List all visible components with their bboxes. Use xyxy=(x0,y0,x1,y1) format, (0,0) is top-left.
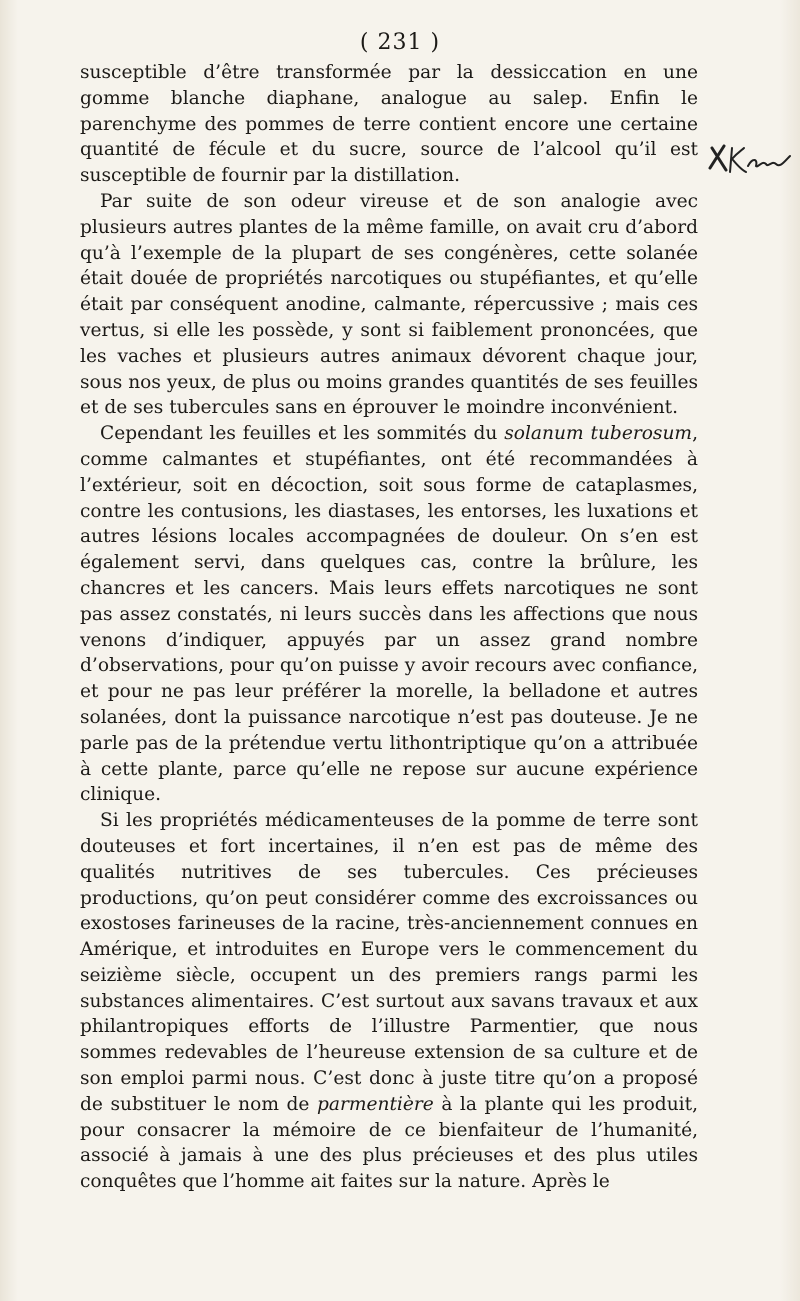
paragraph xyxy=(80,189,698,421)
body-text xyxy=(80,60,698,1195)
handwritten-scribble-icon xyxy=(706,138,796,178)
page-number: ( 231 ) xyxy=(359,30,441,55)
text-run: susceptible d’être transformée par la dessiccation en une gomme blanche diaphane, analogue au salep. Enfin le parenchyme des pommes de terre contient encore une certaine quantité de fécule et du sucre, source de l’alcool qu’il est susceptible de fournir par la distillation. xyxy=(80,62,698,187)
paragraph xyxy=(80,60,698,189)
text-run: Si les propriétés médicamenteuses de la pomme de terre sont douteuses et fort incertaines, il n’en est pas de même des qualités nutritives de ses tubercules. Ces précieuses productions, qu’on peut considérer comme des excroissances ou exostoses farineuses de la racine, très-anciennement connues en Amérique, et introduites en Europe vers le commencement du seizième siècle, occupent un des premiers rangs parmi les substances alimentaires. C’est surtout aux savans travaux et aux philantropiques efforts de l’illustre Parmentier, que nous sommes redevables de l’heureuse extension de sa culture et de son emploi parmi nous. C’est donc à juste titre qu’on a proposé de substituer le nom de xyxy=(80,810,698,1115)
paragraph xyxy=(80,421,698,808)
text-run: à la plante qui les produit, pour consacrer la mémoire de ce bienfaiteur de l’humanité, associé à jamais à une des plus précieuses et des plus utiles conquêtes que l’homme ait faites sur la nature. Après le xyxy=(80,1093,698,1193)
italic-term: parmentière xyxy=(316,1093,434,1115)
paragraph xyxy=(80,808,698,1195)
italic-term: solanum tuberosum xyxy=(504,423,693,445)
handwritten-margin-note xyxy=(706,138,796,178)
text-run: , comme calmantes et stupéfiantes, ont été recommandées à l’extérieur, soit en décoction, soit sous forme de cataplasmes, contre les contusions, les diastases, les entorses, les luxations et autres lésions locales accompagnées de douleur. On s’en est également servi, dans quelques cas, contre la brûlure, les chancres et les cancers. Mais leurs effets narcotiques ne sont pas assez constatés, ni leurs succès dans les affections que nous venons d’indiquer, appuyés par un assez grand nombre d’observations, pour qu’on puisse y avoir recours avec confiance, et pour ne pas leur préférer la morelle, la belladone et autres solanées, dont la puissance narcotique n’est pas douteuse. Je ne parle pas de la prétendue vertu lithontriptique qu’on a attribuée à cette plante, parce qu’elle ne repose sur aucune expérience clinique. xyxy=(80,423,698,806)
text-run: Cependant les feuilles et les sommités du xyxy=(100,423,505,445)
text-run: Par suite de son odeur vireuse et de son analogie avec plusieurs autres plantes de la même famille, on avait cru d’abord qu’à l’exemple de la plupart de ses congénères, cette solanée était douée de propriétés narcotiques ou stupéfiantes, et qu’elle était par conséquent anodine, calmante, répercussive ; mais ces vertus, si elle les possède, y sont si faiblement prononcées, que les vaches et plusieurs autres animaux dévorent chaque jour, sous nos yeux, de plus ou moins grandes quantités de ses feuilles et de ses tubercules sans en éprouver le moindre inconvénient. xyxy=(80,190,698,419)
